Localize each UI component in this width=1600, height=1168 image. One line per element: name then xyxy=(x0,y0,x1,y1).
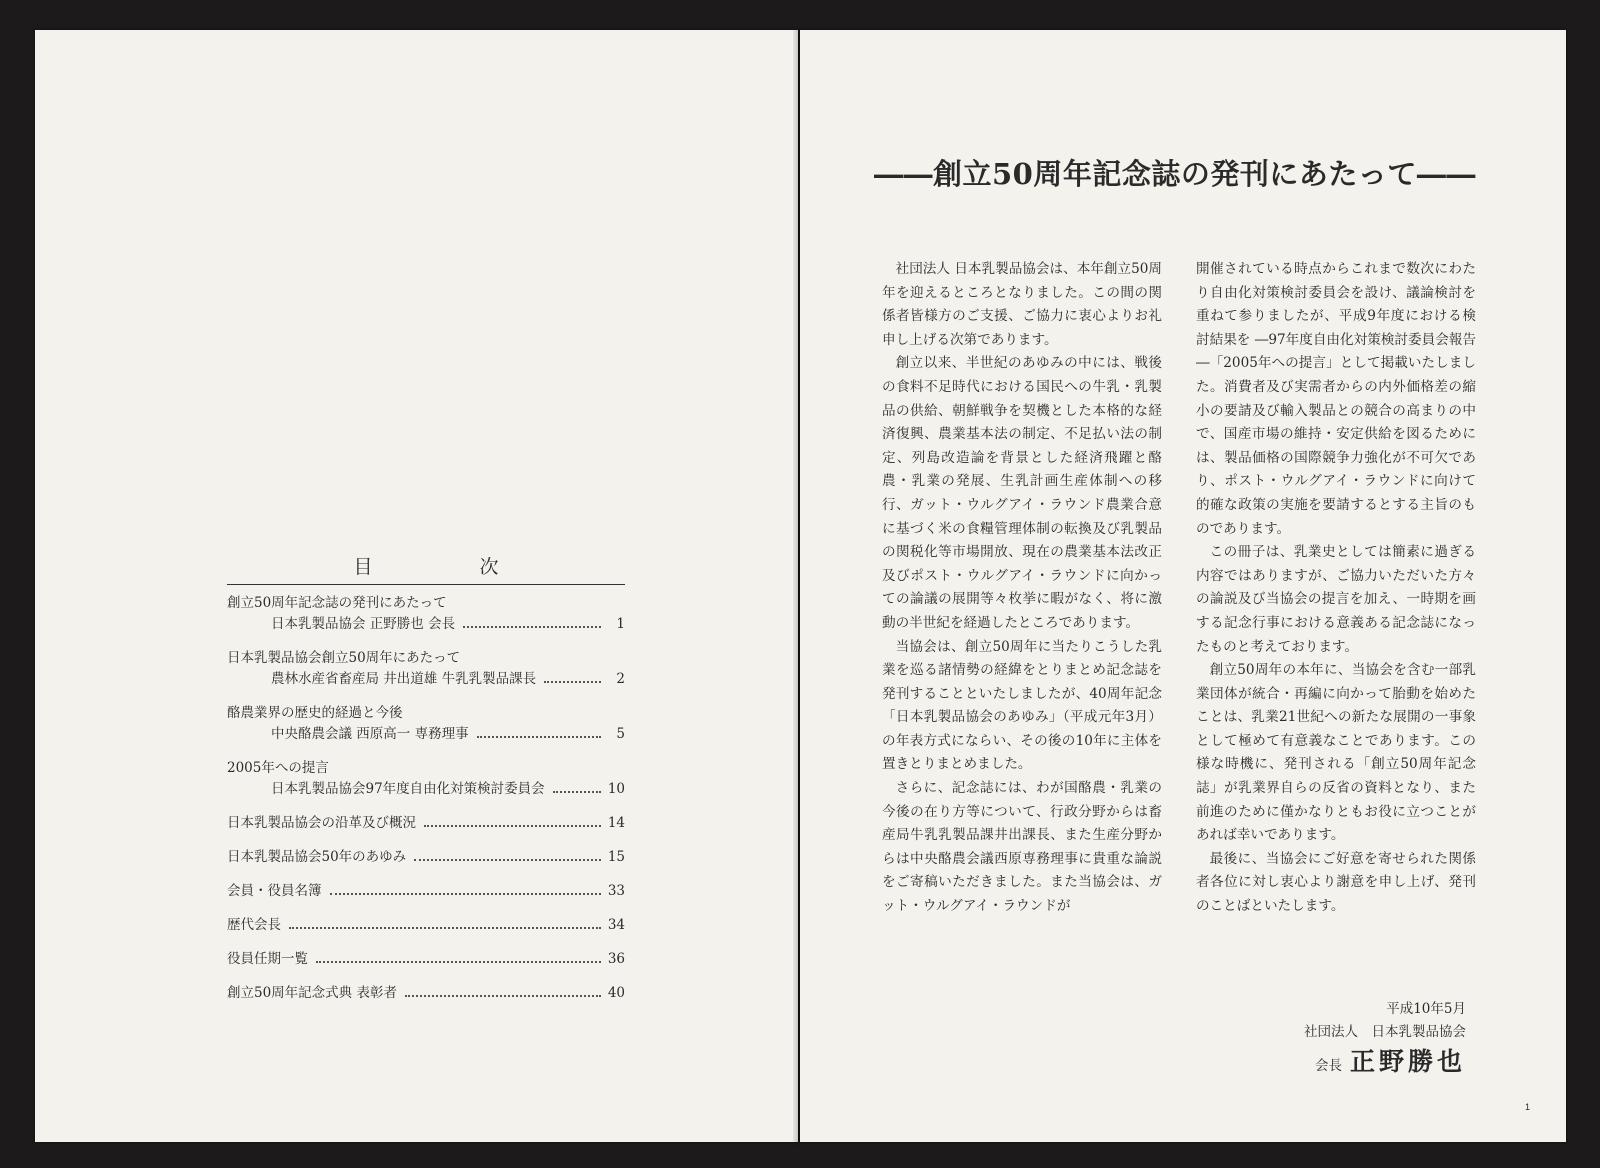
toc-heading: 目 次 xyxy=(227,550,625,585)
toc-page-number: 2 xyxy=(616,671,625,687)
toc-list xyxy=(227,593,625,1004)
paragraph: さらに、記念誌には、わが国酪農・乳業の今後の在り方等について、行政分野からは畜産局牛乳乳製品課井出課長、また生産分野からは中央酪農会議西原専務理事に貴重な論説をご寄稿いただきました。また当協会は、ガット・ウルグアイ・ラウンドが xyxy=(882,780,1162,915)
right-page xyxy=(800,30,1566,1142)
toc-entry xyxy=(227,648,625,690)
toc-page-number: 1 xyxy=(616,616,625,632)
toc-leader-dots xyxy=(477,736,601,738)
table-of-contents xyxy=(227,550,625,1017)
page-number: 1 xyxy=(1524,1102,1530,1112)
toc-entry xyxy=(227,847,625,868)
paragraph: 社団法人 日本乳製品協会は、本年創立50周年を迎えるところとなりました。この間の関係者皆様方のご支援、ご協力に衷心よりお礼申し上げる次第であります。 xyxy=(882,261,1162,348)
toc-entry-title: 役員任期一覧 xyxy=(227,951,308,967)
paragraph: 開催されている時点からこれまで数次にわたり自由化対策検討委員会を設け、議論検討を重ねて参りましたが、平成9年度における検討結果を ―97年度自由化対策検討委員会報告―「2005年への提言」として掲載いたしました。消費者及び実需者からの内外価格差の縮小の要請及び輸入製品との競合の高まりの中で、国産市場の維持・安定供給を図るためには、製品価格の国際競争力強化が不可欠であり、ポスト・ウルグアイ・ラウンドに向けて的確な政策の実施を要請するとする主旨のものであります。 xyxy=(1196,261,1476,537)
toc-leader-dots xyxy=(289,927,601,929)
toc-leader-dots xyxy=(405,995,601,997)
toc-entry xyxy=(227,758,625,800)
paragraph: 最後に、当協会にご好意を寄せられた関係者各位に対し衷心より謝意を申し上げ、発刊のことばといたします。 xyxy=(1196,850,1476,915)
toc-entry xyxy=(227,593,625,635)
toc-entry xyxy=(227,881,625,902)
toc-page-number: 5 xyxy=(616,726,625,742)
toc-leader-dots xyxy=(463,626,601,628)
toc-entry-title: 創立50周年記念式典 表彰者 xyxy=(227,985,397,1001)
toc-leader-dots xyxy=(553,791,601,793)
toc-leader-dots xyxy=(544,681,601,683)
signer-role: 会長 xyxy=(1314,1058,1342,1074)
toc-entry-title: 酪農業界の歴史的経過と今後 xyxy=(227,705,403,721)
article-title: ――創立50周年記念誌の発刊にあたって―― xyxy=(874,157,1476,191)
toc-page-number: 36 xyxy=(607,951,625,967)
toc-page-number: 33 xyxy=(607,883,625,899)
organization: 社団法人 日本乳製品協会 xyxy=(1304,1024,1466,1040)
toc-entry-title: 会員・役員名簿 xyxy=(227,883,322,899)
toc-leader-dots xyxy=(330,893,602,895)
paragraph: 当協会は、創立50周年に当たりこうした乳業を巡る諸情勢の経緯をとりまとめ記念誌を発刊することといたしましたが、40周年記念「日本乳製品協会のあゆみ」（平成元年3月）の年表方式にならい、その後の10年に主体を置きとりまとめました。 xyxy=(882,638,1162,773)
paragraph: 創立以来、半世紀のあゆみの中には、戦後の食料不足時代における国民への牛乳・乳製品の供給、朝鮮戦争を契機とした本格的な経済復興、農業基本法の制定、不足払い法の制定、列島改造論を背景とした経済飛躍と酪農・乳業の発展、生乳計画生産体制への移行、ガット・ウルグアイ・ラウンド農業合意に基づく米の食糧管理体制の転換及び乳製品の関税化等市場開放、現在の農業基本法改正及びポスト・ウルグアイ・ラウンドに向かっての論議の展開等々枚挙に暇がなく、将に激動の半世紀を経過したところであります。 xyxy=(882,355,1162,631)
toc-entry-author: 日本乳製品協会97年度自由化対策検討委員会 xyxy=(271,781,545,797)
toc-page-number: 14 xyxy=(607,815,625,831)
toc-entry-title: 日本乳製品協会創立50周年にあたって xyxy=(227,650,461,666)
toc-entry xyxy=(227,949,625,970)
toc-leader-dots xyxy=(424,825,601,827)
signature-name: 正野勝也 xyxy=(1349,1047,1466,1076)
toc-page-number: 10 xyxy=(607,781,625,797)
toc-page-number: 34 xyxy=(607,917,625,933)
toc-leader-dots xyxy=(316,961,601,963)
toc-entry-title: 2005年への提言 xyxy=(227,760,329,776)
text-column-left xyxy=(882,258,1162,919)
toc-entry xyxy=(227,813,625,834)
toc-entry xyxy=(227,915,625,936)
toc-entry-author: 日本乳製品協会 正野勝也 会長 xyxy=(271,616,456,632)
toc-entry xyxy=(227,983,625,1004)
toc-page-number: 40 xyxy=(607,985,625,1001)
date: 平成10年5月 xyxy=(1386,1001,1466,1017)
toc-leader-dots xyxy=(414,859,601,861)
toc-entry-author: 中央酪農会議 西原高一 専務理事 xyxy=(271,726,469,742)
left-page xyxy=(35,30,798,1142)
signature-block xyxy=(1304,998,1466,1078)
toc-entry-author: 農林水産省畜産局 井出道雄 牛乳乳製品課長 xyxy=(271,671,537,687)
paragraph: 創立50周年の本年に、当協会を含む一部乳業団体が統合・再編に向かって胎動を始めたことは、乳業21世紀への新たな展開の一事象として極めて有意義なことであります。この様な時機に、発刊される「創立50周年記念誌」が乳業界自らの反省の資料となり、また前進のために僅かなりともお役に立つことがあれば幸いであります。 xyxy=(1196,662,1476,844)
toc-page-number: 15 xyxy=(607,849,625,865)
text-column-right xyxy=(1196,258,1476,919)
toc-entry-title: 日本乳製品協会の沿革及び概況 xyxy=(227,815,416,831)
toc-entry xyxy=(227,703,625,745)
toc-entry-title: 日本乳製品協会50年のあゆみ xyxy=(227,849,407,865)
toc-entry-title: 歴代会長 xyxy=(227,917,281,933)
paragraph: この冊子は、乳業史としては簡素に過ぎる内容ではありますが、ご協力いただいた方々の論説及び当協会の提言を加え、一時期を画する記念行事における意義ある記念誌になったものと考えております。 xyxy=(1196,544,1476,655)
toc-entry-title: 創立50周年記念誌の発刊にあたって xyxy=(227,595,447,611)
